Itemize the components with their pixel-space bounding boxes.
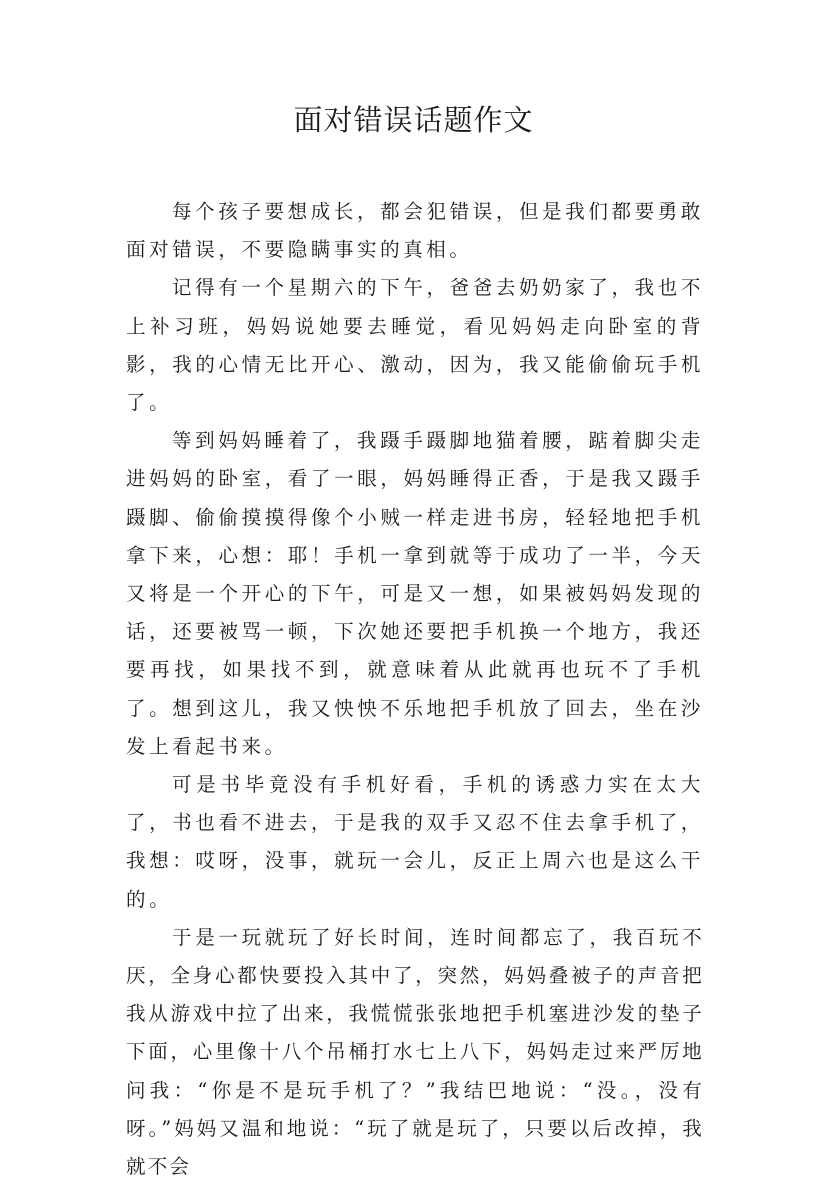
document-body [126, 193, 704, 1186]
paragraph-1: 每个孩子要想成长，都会犯错误，但是我们都要勇敢面对错误，不要隐瞒事实的真相。 [126, 200, 704, 262]
paragraph-3: 等到妈妈睡着了，我蹑手蹑脚地猫着腰，踮着脚尖走进妈妈的卧室，看了一眼，妈妈睡得正香，于是我又蹑手蹑脚、偷偷摸摸得像个小贼一样走进书房，轻轻地把手机拿下来，心想：耶！手机一拿到就等于成功了一半，今天又将是一个开心的下午，可是又一想，如果被妈妈发现的话，还要被骂一顿，下次她还要把手机换一个地方，我还要再找，如果找不到，就意味着从此就再也玩不了手机了。想到这儿，我又怏怏不乐地把手机放了回去，坐在沙发上看起书来。 [126, 429, 704, 758]
document-title: 面对错误话题作文 [293, 103, 534, 137]
paragraph-2: 记得有一个星期六的下午，爸爸去奶奶家了，我也不上补习班，妈妈说她要去睡觉，看见妈妈走向卧室的背影，我的心情无比开心、激动，因为，我又能偷偷玩手机了。 [126, 276, 704, 415]
paragraph-5: 于是一玩就玩了好长时间，连时间都忘了，我百玩不厌，全身心都快要投入其中了，突然，妈妈叠被子的声音把我从游戏中拉了出来，我慌慌张张地把手机塞进沙发的垫子下面，心里像十八个吊桶打水七上八下，妈妈走过来严厉地问我：“你是不是玩手机了？”我结巴地说：“没。，没有呀。”妈妈又温和地说：“玩了就是玩了，只要以后改掉，我就不会 [126, 925, 704, 1179]
paragraph-4: 可是书毕竟没有手机好看，手机的诱惑力实在太大了，书也看不进去，于是我的双手又忍不住去拿手机了，我想：哎呀，没事，就玩一会儿，反正上周六也是这么干的。 [126, 773, 704, 911]
